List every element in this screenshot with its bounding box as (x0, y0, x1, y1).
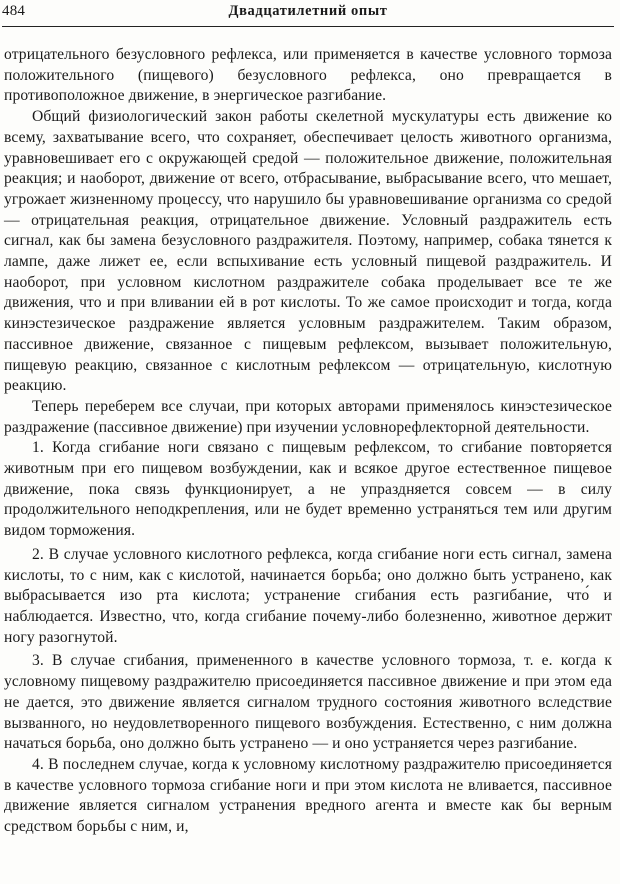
paragraph-case-2: 2. В случае условного кислотного рефлекса, когда сгибание ноги есть сигнал, замена кислоты, то с ним, как с кислотой, начинается борьба; оно должно быть устранено, как выбрасывается изо рта кислота; устранение сгибания есть разгибание, что́ и наблюдается. Известно, что, когда сгибание почему-либо болезненно, животное держит ногу разогнутой. (4, 545, 612, 646)
paragraph-physiological-law: Общий физиологический закон работы скелетной мускулатуры есть движение ко всему, захватывание всего, что сохраняет, обеспечивает целость животного организма, уравновешивает его с окружающей средой — положительное движение, положительная реакция; и наоборот, движение от всего, отбрасывание, выбрасывание всего, что мешает, угрожает жизненному процессу, что нарушило бы уравновешивание организма со средой — отрицательная реакция, отрицательное движение. Условный раздражитель есть сигнал, как бы замена безусловного раздражителя. Поэтому, например, собака тянется к лампе, даже лижет ее, если вспыхивание есть условный пищевой раздражитель. И наоборот, при условном кислотном раздражителе собака проделывает все те же движения, что и при вливании ей в рот кислоты. То же самое происходит и тогда, когда кинэстезическое раздражение является условным раздражителем. Таким образом, пассивное движение, связанное с пищевым рефлексом, вызывает положительную, пищевую реакцию, связанное с кислотным рефлексом — отрицательную, кислотную реакцию. (4, 108, 612, 395)
body-text (4, 45, 612, 838)
running-title: Двадцатилетний опыт (228, 3, 388, 19)
paragraph-case-3: 3. В случае сгибания, примененного в качестве условного тормоза, т. е. когда к условному пищевому раздражителю присоединяется пассивное движение и при этом еда не дается, это движение является сигналом трудного состояния животного вследствие вызванного, но неудовлетворенного пищевого возбуждения. Естественно, с ним должна начаться борьба, оно должно быть устранено — и оно устраняется через разгибание. (4, 652, 612, 753)
page-number: 484 (2, 3, 26, 19)
paragraph-cases-intro: Теперь переберем все случаи, при которых авторами применялось кинэстезическое раздражение (пассивное движение) при изучении условнорефлекторной деятельности. (4, 397, 612, 436)
paragraph-case-1: 1. Когда сгибание ноги связано с пищевым рефлексом, то сгибание повторяется животным при его пищевом возбуждении, как и всякое другое естественное пищевое движение, пока связь функционирует, а не упраздняется совсем — в силу продолжительного неподкрепления, или не будет временно устраняться тем или другим видом торможения. (4, 439, 612, 540)
paragraph-continuation: отрицательного безусловного рефлекса, или применяется в качестве условного тормоза положительного (пищевого) безусловного рефлекса, оно превращается в противоположное движение, в энергическое разгибание. (4, 46, 612, 105)
paragraph-case-4: 4. В последнем случае, когда к условному кислотному раздражителю присоединяется в качестве условного тормоза сгибание ноги и при этом кислота не вливается, пассивное движение является сигналом устранения вредного агента и вместе как бы верным средством борьбы с ним, и, (4, 755, 612, 836)
page-header (2, 2, 614, 27)
